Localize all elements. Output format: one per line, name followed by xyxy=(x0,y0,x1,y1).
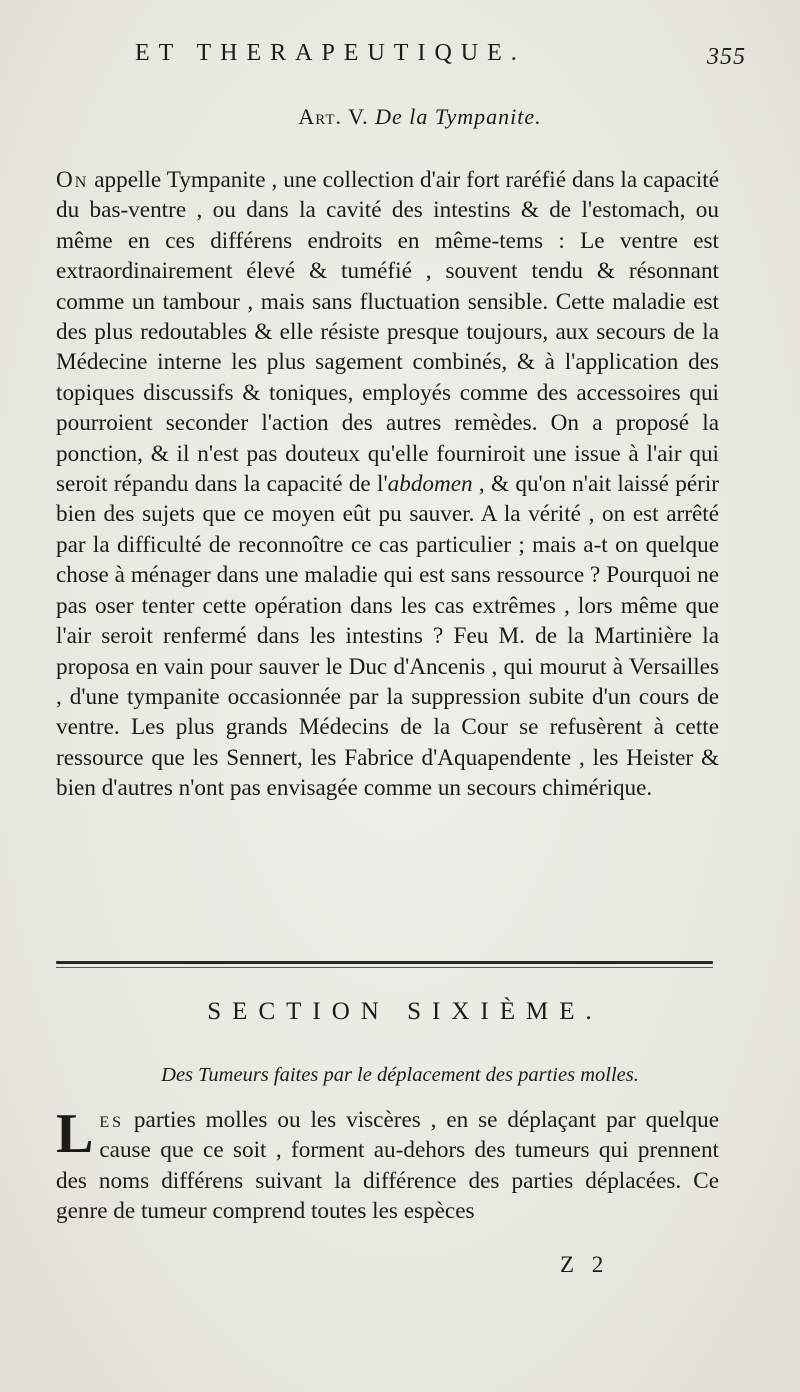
paragraph-text-end: , & qu'on n'ait laissé périr bien des sujets que ce moyen eût pu sauver. A la vérité , on est arrêté par la difficulté de reconnoître ce cas particulier ; mais a-t on quelque chose à ménager dans une maladie qui est sans ressource ? Pourquoi ne pas oser tenter cette opération dans les cas extrêmes , lors même que l'air seroit renfermé dans les intestins ? Feu M. de la Martinière la proposa en vain pour sauver le Duc d'Ancenis , qui mourut à Versailles , d'une tympanite occasionnée par la suppression subite d'un cours de ventre. Les plus grands Médecins de la Cour se refusèrent à cette ressource que les Sennert, les Fabrice d'Aquapendente , les Heister & bien d'autres n'ont pas envisagée comme un secours chimérique. xyxy=(56,471,720,802)
signature-mark: Z 2 xyxy=(560,1252,610,1277)
article-heading: De la Tympanite. xyxy=(375,104,542,129)
paragraph-italic-word: abdomen xyxy=(387,471,473,498)
section-divider-thin xyxy=(56,967,713,968)
article-label: Art. V. xyxy=(298,104,369,129)
page-number: 355 xyxy=(707,44,746,70)
article-title xyxy=(0,104,800,130)
section-subtitle: Des Tumeurs faites par le déplacement des parties molles. xyxy=(161,1064,639,1086)
section-paragraph xyxy=(56,1105,719,1227)
paragraph-text: appelle Tympanite , une collection d'air fort raréfié dans la capacité du bas-ventre , ou dans la cavité des intestins & de l'estomach, ou même en ces différens endroits en même-tems : Le ventre est extraordinairement élevé & tuméfié , souvent tendu & résonnant comme un tambour , mais sans fluctuation sensible. Cette maladie est des plus redoutables & elle résiste presque toujours, aux secours de la Médecine interne les plus sagement combinés, & à l'application des topiques discussifs & toniques, employés comme des accessoires qui pourroient seconder l'action des autres remèdes. On a proposé la ponction, & il n'est pas douteux qu'elle fourniroit une issue à l'air qui seroit répandu dans la capacité de l' xyxy=(56,167,719,498)
article-paragraph xyxy=(56,165,719,804)
section-text: parties molles ou les viscères , en se déplaçant par quelque cause que ce soit , forment au-dehors des tumeurs qui prennent des noms différens suivant la différence des parties déplacées. Ce genre de tumeur comprend toutes les espèces xyxy=(56,1107,719,1225)
paragraph-lead: On xyxy=(56,167,89,193)
section-heading: SECTION SIXIÈME. xyxy=(207,998,603,1025)
section-divider xyxy=(56,961,713,964)
running-head: ET THERAPEUTIQUE. xyxy=(135,40,526,66)
section-lead: es xyxy=(99,1107,125,1133)
drop-cap: L xyxy=(56,1103,94,1165)
